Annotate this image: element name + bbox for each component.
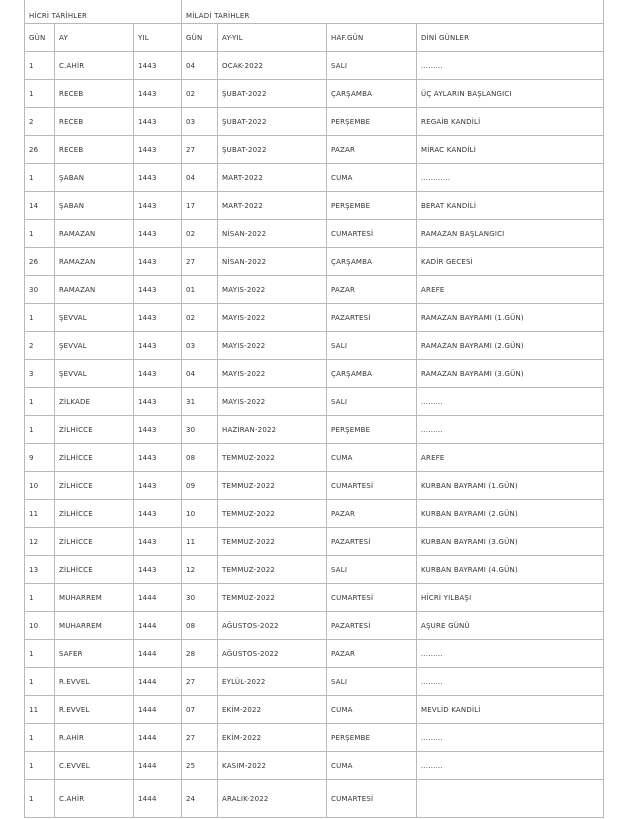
table-body xyxy=(25,0,604,818)
cell-religious-day: KURBAN BAYRAMI (1.GÜN) xyxy=(417,472,604,500)
cell-miladi-day: 11 xyxy=(182,528,218,556)
header-hicri-day: GÜN xyxy=(25,24,55,52)
cell-month-year: EYLÜL-2022 xyxy=(218,668,327,696)
cell-miladi-day: 02 xyxy=(182,304,218,332)
cell-hicri-month: ZİLHİCCE xyxy=(55,472,134,500)
cell-hicri-month: ZİLHİCCE xyxy=(55,556,134,584)
religious-days-table xyxy=(24,0,604,818)
cell-hicri-year: 1443 xyxy=(134,360,182,388)
cell-weekday: ÇARŞAMBA xyxy=(327,360,417,388)
cell-hicri-day: 1 xyxy=(25,220,55,248)
cell-weekday: ÇARŞAMBA xyxy=(327,248,417,276)
cell-hicri-day: 11 xyxy=(25,696,55,724)
cell-weekday: CUMA xyxy=(327,696,417,724)
cell-religious-day: MEVLİD KANDİLİ xyxy=(417,696,604,724)
cell-hicri-day: 1 xyxy=(25,584,55,612)
cell-month-year: EKİM-2022 xyxy=(218,724,327,752)
cell-hicri-month: R.EVVEL xyxy=(55,696,134,724)
table-row xyxy=(25,696,604,724)
cell-religious-day: ......... xyxy=(417,52,604,80)
cell-hicri-year: 1443 xyxy=(134,500,182,528)
table-row xyxy=(25,192,604,220)
table-row xyxy=(25,752,604,780)
table-row xyxy=(25,80,604,108)
cell-month-year: ARALIK-2022 xyxy=(218,780,327,818)
header-religious-days: DİNİ GÜNLER xyxy=(417,24,604,52)
cell-hicri-month: ŞABAN xyxy=(55,164,134,192)
table-row xyxy=(25,444,604,472)
cell-hicri-day: 2 xyxy=(25,332,55,360)
table-row xyxy=(25,584,604,612)
table-row xyxy=(25,108,604,136)
table-row xyxy=(25,556,604,584)
cell-miladi-day: 27 xyxy=(182,668,218,696)
cell-hicri-year: 1443 xyxy=(134,388,182,416)
header-hicri-year: YIL xyxy=(134,24,182,52)
cell-hicri-day: 3 xyxy=(25,360,55,388)
table-row xyxy=(25,220,604,248)
cell-hicri-day: 1 xyxy=(25,724,55,752)
cell-hicri-day: 13 xyxy=(25,556,55,584)
cell-miladi-day: 02 xyxy=(182,220,218,248)
cell-weekday: SALI xyxy=(327,52,417,80)
column-header-row xyxy=(25,24,604,52)
table-row xyxy=(25,724,604,752)
cell-month-year: OCAK-2022 xyxy=(218,52,327,80)
cell-hicri-year: 1443 xyxy=(134,80,182,108)
cell-hicri-day: 10 xyxy=(25,612,55,640)
cell-month-year: ŞUBAT-2022 xyxy=(218,80,327,108)
header-weekday: HAF.GÜN xyxy=(327,24,417,52)
cell-miladi-day: 04 xyxy=(182,164,218,192)
cell-miladi-day: 01 xyxy=(182,276,218,304)
cell-hicri-month: ZİLHİCCE xyxy=(55,444,134,472)
cell-religious-day: KURBAN BAYRAMI (3.GÜN) xyxy=(417,528,604,556)
group-header-row xyxy=(25,0,604,24)
cell-hicri-day: 9 xyxy=(25,444,55,472)
cell-weekday: PAZAR xyxy=(327,276,417,304)
cell-miladi-day: 25 xyxy=(182,752,218,780)
cell-miladi-day: 28 xyxy=(182,640,218,668)
cell-month-year: TEMMUZ-2022 xyxy=(218,556,327,584)
cell-hicri-month: ŞABAN xyxy=(55,192,134,220)
cell-religious-day: ......... xyxy=(417,388,604,416)
cell-religious-day: KURBAN BAYRAMI (2.GÜN) xyxy=(417,500,604,528)
table-row xyxy=(25,612,604,640)
table-row xyxy=(25,304,604,332)
cell-hicri-year: 1444 xyxy=(134,668,182,696)
table-row xyxy=(25,164,604,192)
cell-hicri-month: R.EVVEL xyxy=(55,668,134,696)
cell-religious-day: AŞURE GÜNÜ xyxy=(417,612,604,640)
cell-hicri-day: 26 xyxy=(25,136,55,164)
table-row xyxy=(25,332,604,360)
cell-weekday: CUMARTESİ xyxy=(327,472,417,500)
cell-religious-day: ......... xyxy=(417,640,604,668)
cell-miladi-day: 27 xyxy=(182,724,218,752)
cell-hicri-day: 1 xyxy=(25,52,55,80)
cell-religious-day: RAMAZAN BAYRAMI (3.GÜN) xyxy=(417,360,604,388)
cell-month-year: MART-2022 xyxy=(218,164,327,192)
cell-weekday: SALI xyxy=(327,332,417,360)
cell-hicri-month: ŞEVVAL xyxy=(55,304,134,332)
cell-hicri-year: 1443 xyxy=(134,136,182,164)
cell-hicri-day: 10 xyxy=(25,472,55,500)
cell-hicri-month: R.AHİR xyxy=(55,724,134,752)
cell-religious-day: ......... xyxy=(417,724,604,752)
cell-weekday: CUMARTESİ xyxy=(327,220,417,248)
cell-hicri-year: 1443 xyxy=(134,332,182,360)
cell-religious-day: KURBAN BAYRAMI (4.GÜN) xyxy=(417,556,604,584)
cell-month-year: TEMMUZ-2022 xyxy=(218,584,327,612)
cell-hicri-month: C.AHİR xyxy=(55,52,134,80)
header-miladi-day: GÜN xyxy=(182,24,218,52)
table-row xyxy=(25,52,604,80)
cell-hicri-year: 1444 xyxy=(134,724,182,752)
cell-miladi-day: 31 xyxy=(182,388,218,416)
cell-hicri-day: 1 xyxy=(25,304,55,332)
cell-hicri-year: 1443 xyxy=(134,220,182,248)
cell-hicri-year: 1444 xyxy=(134,584,182,612)
cell-religious-day: ......... xyxy=(417,416,604,444)
cell-hicri-day: 1 xyxy=(25,80,55,108)
cell-miladi-day: 04 xyxy=(182,360,218,388)
cell-hicri-year: 1444 xyxy=(134,640,182,668)
cell-hicri-month: MUHARREM xyxy=(55,584,134,612)
cell-religious-day: RAMAZAN BAYRAMI (2.GÜN) xyxy=(417,332,604,360)
cell-weekday: ÇARŞAMBA xyxy=(327,80,417,108)
cell-weekday: PERŞEMBE xyxy=(327,192,417,220)
cell-month-year: TEMMUZ-2022 xyxy=(218,528,327,556)
cell-hicri-year: 1443 xyxy=(134,416,182,444)
cell-weekday: SALI xyxy=(327,556,417,584)
cell-hicri-year: 1443 xyxy=(134,276,182,304)
cell-hicri-day: 1 xyxy=(25,668,55,696)
cell-religious-day: ......... xyxy=(417,752,604,780)
cell-hicri-day: 14 xyxy=(25,192,55,220)
cell-miladi-day: 02 xyxy=(182,80,218,108)
cell-weekday: SALI xyxy=(327,668,417,696)
cell-month-year: MAYIS-2022 xyxy=(218,360,327,388)
cell-weekday: PAZARTESİ xyxy=(327,528,417,556)
cell-hicri-month: ZİLHİCCE xyxy=(55,416,134,444)
cell-hicri-day: 1 xyxy=(25,640,55,668)
cell-hicri-year: 1443 xyxy=(134,304,182,332)
cell-religious-day: BERAT KANDİLİ xyxy=(417,192,604,220)
cell-miladi-day: 08 xyxy=(182,612,218,640)
cell-hicri-year: 1443 xyxy=(134,108,182,136)
cell-religious-day: AREFE xyxy=(417,276,604,304)
cell-miladi-day: 10 xyxy=(182,500,218,528)
cell-hicri-month: SAFER xyxy=(55,640,134,668)
cell-hicri-day: 1 xyxy=(25,416,55,444)
cell-weekday: PERŞEMBE xyxy=(327,108,417,136)
cell-hicri-month: RAMAZAN xyxy=(55,276,134,304)
cell-hicri-month: RECEB xyxy=(55,80,134,108)
cell-month-year: HAZİRAN-2022 xyxy=(218,416,327,444)
cell-hicri-day: 1 xyxy=(25,164,55,192)
cell-hicri-month: ZİLKADE xyxy=(55,388,134,416)
cell-hicri-year: 1443 xyxy=(134,444,182,472)
cell-hicri-month: ZİLHİCCE xyxy=(55,528,134,556)
cell-month-year: TEMMUZ-2022 xyxy=(218,472,327,500)
table-row xyxy=(25,136,604,164)
cell-religious-day: MİRAC KANDİLİ xyxy=(417,136,604,164)
cell-miladi-day: 30 xyxy=(182,416,218,444)
cell-hicri-day: 26 xyxy=(25,248,55,276)
cell-hicri-year: 1444 xyxy=(134,780,182,818)
miladi-group-header: MİLADİ TARİHLER xyxy=(182,0,604,24)
cell-month-year: MAYIS-2022 xyxy=(218,276,327,304)
cell-month-year: TEMMUZ-2022 xyxy=(218,500,327,528)
cell-weekday: CUMA xyxy=(327,444,417,472)
cell-hicri-year: 1443 xyxy=(134,528,182,556)
cell-hicri-year: 1444 xyxy=(134,696,182,724)
table-row xyxy=(25,500,604,528)
cell-miladi-day: 30 xyxy=(182,584,218,612)
cell-weekday: PAZAR xyxy=(327,500,417,528)
cell-hicri-day: 1 xyxy=(25,780,55,818)
cell-weekday: PAZAR xyxy=(327,640,417,668)
cell-weekday: CUMA xyxy=(327,752,417,780)
cell-hicri-day: 11 xyxy=(25,500,55,528)
cell-month-year: EKİM-2022 xyxy=(218,696,327,724)
table-row xyxy=(25,248,604,276)
cell-month-year: NİSAN-2022 xyxy=(218,248,327,276)
cell-hicri-year: 1443 xyxy=(134,52,182,80)
cell-month-year: MAYIS-2022 xyxy=(218,304,327,332)
cell-month-year: ŞUBAT-2022 xyxy=(218,108,327,136)
cell-month-year: TEMMUZ-2022 xyxy=(218,444,327,472)
table-row xyxy=(25,528,604,556)
cell-month-year: MAYIS-2022 xyxy=(218,332,327,360)
cell-miladi-day: 17 xyxy=(182,192,218,220)
cell-religious-day: KADİR GECESİ xyxy=(417,248,604,276)
cell-hicri-year: 1443 xyxy=(134,248,182,276)
cell-month-year: AĞUSTOS-2022 xyxy=(218,640,327,668)
cell-month-year: AĞUSTOS-2022 xyxy=(218,612,327,640)
cell-month-year: MART-2022 xyxy=(218,192,327,220)
cell-hicri-day: 12 xyxy=(25,528,55,556)
cell-weekday: PAZAR xyxy=(327,136,417,164)
cell-religious-day xyxy=(417,780,604,818)
header-hicri-month: AY xyxy=(55,24,134,52)
cell-religious-day: AREFE xyxy=(417,444,604,472)
table-row xyxy=(25,472,604,500)
cell-hicri-month: MUHARREM xyxy=(55,612,134,640)
cell-weekday: CUMARTESİ xyxy=(327,584,417,612)
cell-hicri-month: C.EVVEL xyxy=(55,752,134,780)
cell-month-year: NİSAN-2022 xyxy=(218,220,327,248)
cell-hicri-year: 1443 xyxy=(134,192,182,220)
cell-miladi-day: 08 xyxy=(182,444,218,472)
cell-weekday: PERŞEMBE xyxy=(327,416,417,444)
cell-month-year: KASIM-2022 xyxy=(218,752,327,780)
cell-hicri-year: 1444 xyxy=(134,612,182,640)
cell-hicri-year: 1443 xyxy=(134,556,182,584)
cell-religious-day: HİCRİ YILBAŞI xyxy=(417,584,604,612)
cell-hicri-day: 30 xyxy=(25,276,55,304)
cell-hicri-day: 1 xyxy=(25,752,55,780)
cell-weekday: SALI xyxy=(327,388,417,416)
cell-miladi-day: 07 xyxy=(182,696,218,724)
cell-hicri-month: RAMAZAN xyxy=(55,220,134,248)
cell-hicri-month: RECEB xyxy=(55,108,134,136)
table-row xyxy=(25,668,604,696)
cell-religious-day: ......... xyxy=(417,668,604,696)
cell-month-year: ŞUBAT-2022 xyxy=(218,136,327,164)
cell-month-year: MAYIS-2022 xyxy=(218,388,327,416)
cell-miladi-day: 12 xyxy=(182,556,218,584)
cell-hicri-month: RECEB xyxy=(55,136,134,164)
hicri-group-header: HİCRİ TARİHLER xyxy=(25,0,182,24)
cell-weekday: CUMARTESİ xyxy=(327,780,417,818)
header-month-year: AY-YIL xyxy=(218,24,327,52)
cell-miladi-day: 04 xyxy=(182,52,218,80)
cell-hicri-year: 1443 xyxy=(134,472,182,500)
table-row xyxy=(25,640,604,668)
table-row xyxy=(25,360,604,388)
cell-hicri-month: RAMAZAN xyxy=(55,248,134,276)
table-row xyxy=(25,276,604,304)
cell-miladi-day: 27 xyxy=(182,248,218,276)
cell-weekday: PERŞEMBE xyxy=(327,724,417,752)
table-row xyxy=(25,416,604,444)
cell-religious-day: RAMAZAN BAYRAMI (1.GÜN) xyxy=(417,304,604,332)
cell-weekday: PAZARTESİ xyxy=(327,612,417,640)
cell-weekday: CUMA xyxy=(327,164,417,192)
cell-miladi-day: 03 xyxy=(182,332,218,360)
cell-hicri-month: C.AHİR xyxy=(55,780,134,818)
cell-miladi-day: 24 xyxy=(182,780,218,818)
cell-religious-day: ............ xyxy=(417,164,604,192)
cell-hicri-month: ŞEVVAL xyxy=(55,332,134,360)
cell-miladi-day: 09 xyxy=(182,472,218,500)
table-row xyxy=(25,388,604,416)
cell-hicri-day: 1 xyxy=(25,388,55,416)
cell-hicri-month: ŞEVVAL xyxy=(55,360,134,388)
table-row xyxy=(25,780,604,818)
cell-hicri-month: ZİLHİCCE xyxy=(55,500,134,528)
cell-hicri-year: 1443 xyxy=(134,164,182,192)
calendar-table-container xyxy=(24,0,604,818)
cell-miladi-day: 03 xyxy=(182,108,218,136)
cell-weekday: PAZARTESİ xyxy=(327,304,417,332)
cell-religious-day: RAMAZAN BAŞLANGICI xyxy=(417,220,604,248)
cell-religious-day: REGAİB KANDİLİ xyxy=(417,108,604,136)
cell-religious-day: ÜÇ AYLARIN BAŞLANGICI xyxy=(417,80,604,108)
cell-miladi-day: 27 xyxy=(182,136,218,164)
cell-hicri-year: 1444 xyxy=(134,752,182,780)
cell-hicri-day: 2 xyxy=(25,108,55,136)
